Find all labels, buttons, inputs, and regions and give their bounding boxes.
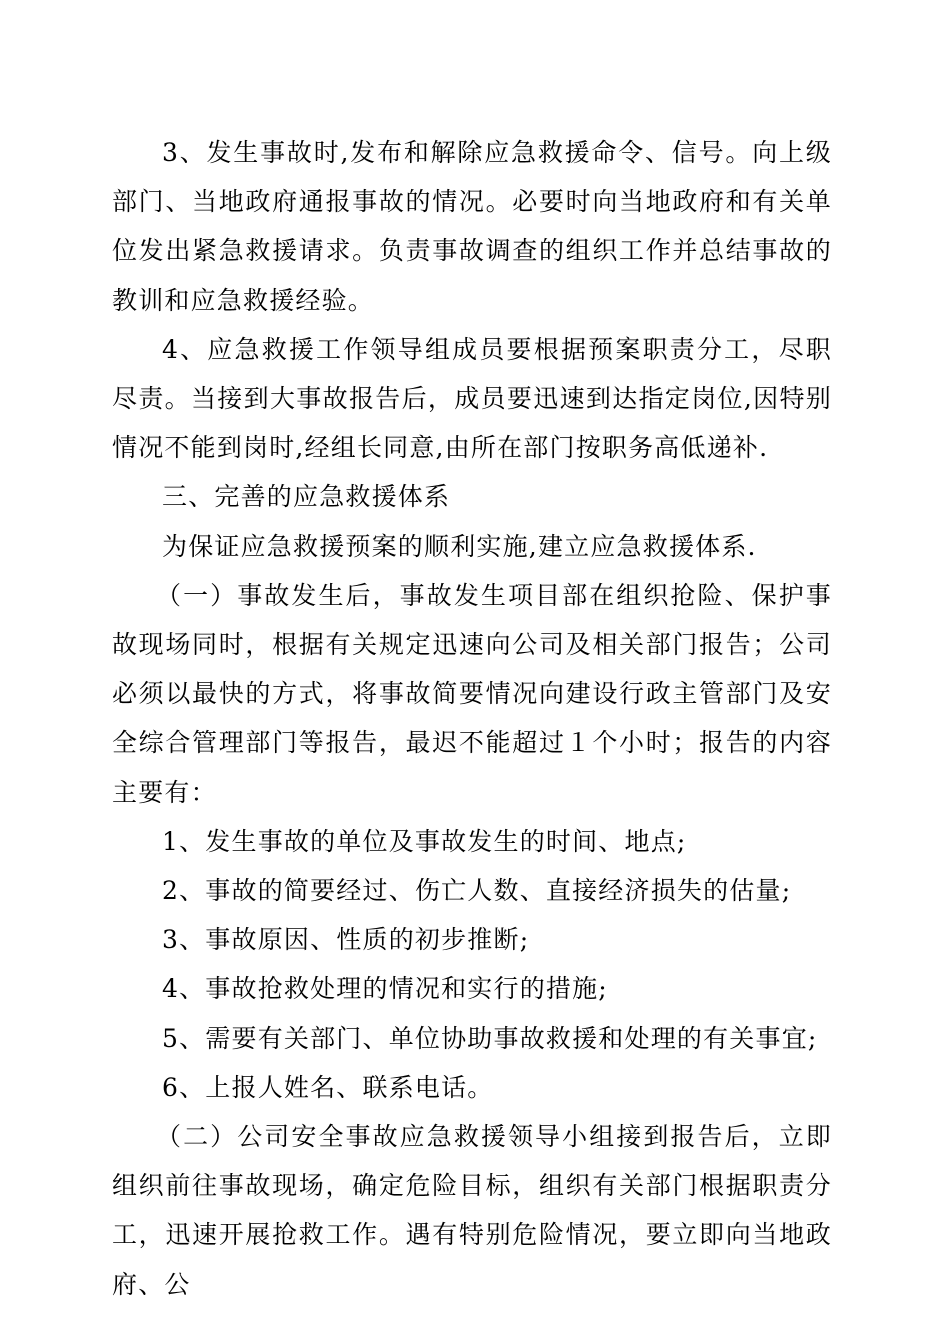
list-item-report-2: 2、事故的简要经过、伤亡人数、直接经济损失的估量;	[162, 876, 792, 906]
section-heading-3: 三、完善的应急救援体系	[162, 482, 451, 512]
paragraph-subsection-1: （一）事故发生后，事故发生项目部在组织抢险、保护事故现场同时，根据有关规定迅速向公司及相关部门报告；公司必须以最快的方式，将事故简要情况向建设行政主管部门及安全综合管理部门等报告，最迟不能超过１个小时；报告的内容主要有：	[112, 580, 832, 807]
paragraph-item-4-duties: 4、应急救援工作领导组成员要根据预案职责分工，尽职尽责。当接到大事故报告后，成员要迅速到达指定岗位,因特别情况不能到岗时,经组长同意,由所在部门按职务高低递补.	[112, 334, 832, 463]
paragraph-item-3-duties: 3、发生事故时,发布和解除应急救援命令、信号。向上级部门、当地政府通报事故的情况。必要时向当地政府和有关单位发出紧急救援请求。负责事故调查的组织工作并总结事故的教训和应急救援经验。	[112, 138, 832, 315]
document-body	[112, 128, 832, 1309]
list-item-report-5: 5、需要有关部门、单位协助事故救援和处理的有关事宜;	[162, 1023, 818, 1053]
list-item-report-1: 1、发生事故的单位及事故发生的时间、地点;	[162, 826, 687, 856]
list-item-report-6: 6、上报人姓名、联系电话。	[162, 1072, 494, 1102]
list-item-report-4: 4、事故抢救处理的情况和实行的措施;	[162, 974, 608, 1004]
paragraph-intro: 为保证应急救援预案的顺利实施,建立应急救援体系.	[162, 531, 757, 561]
list-item-report-3: 3、事故原因、性质的初步推断;	[162, 925, 530, 955]
paragraph-subsection-2: （二）公司安全事故应急救援领导小组接到报告后，立即组织前往事故现场，确定危险目标，组织有关部门根据职责分工，迅速开展抢救工作。遇有特别危险情况，要立即向当地政府、公	[112, 1122, 832, 1299]
